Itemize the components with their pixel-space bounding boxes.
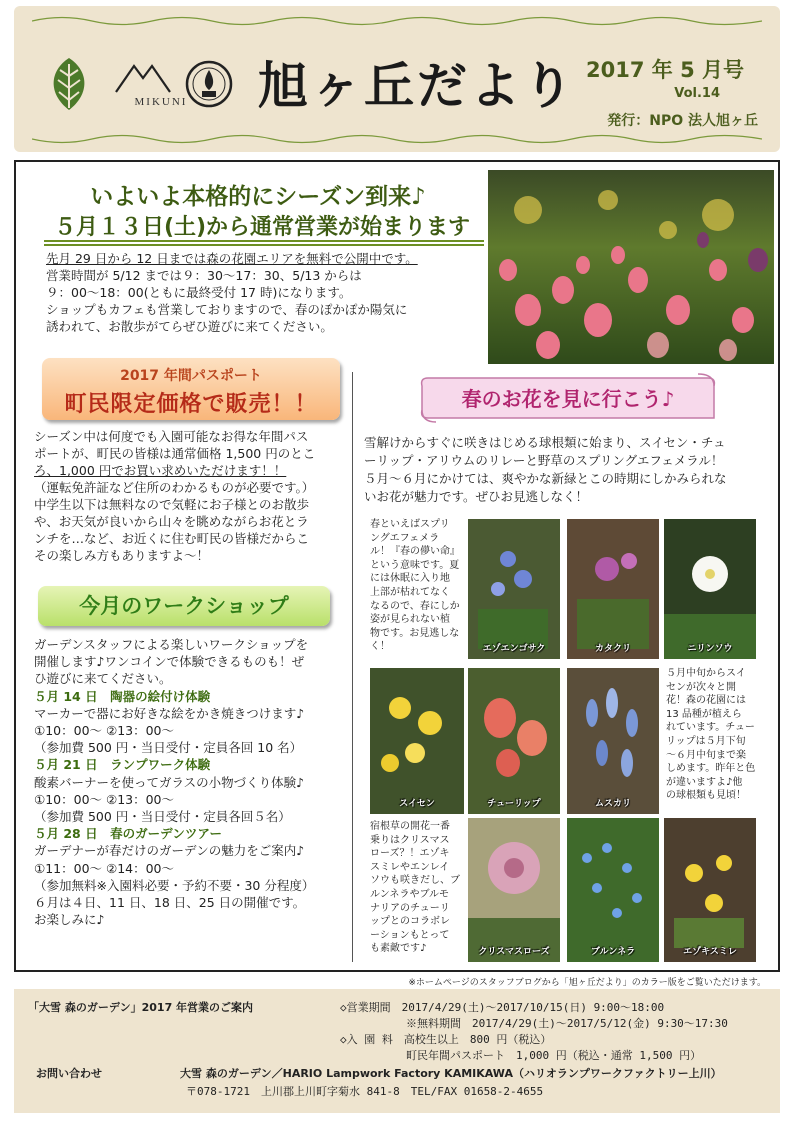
spring-scroll-banner: [418, 370, 718, 426]
caption-line: 物です。お見逃しな: [370, 627, 460, 639]
contact-label: お問い合わせ: [36, 1067, 102, 1080]
workshop-closing-line: ６月は４日、11 日、18 日、25 日の開催です。: [34, 895, 306, 911]
volume-number: Vol.14: [674, 86, 720, 101]
passport-line: シーズン中は何度でも入園可能なお得な年間パス: [34, 429, 309, 444]
passport-banner: [42, 358, 340, 420]
perennial-caption: [370, 820, 460, 956]
flower-label: ムスカリ: [594, 799, 631, 809]
workshop-closing-line: お楽しみに♪: [34, 912, 105, 928]
workshop-intro-line: 開催します♪ワンコインで体験できるものも！ぜ: [34, 654, 305, 670]
caption-line: ングエフェメラ: [370, 532, 440, 544]
workshop-event-note: （参加無料※入園料必要・予約不要・30 分程度）: [34, 877, 315, 893]
brunnera-image: [567, 818, 659, 962]
caption-line: ローズ？！エゾキ: [370, 848, 450, 860]
column-divider: [352, 372, 353, 962]
workshop-event-desc: ガーデナーが春だけのガーデンの魅力をご案内♪: [34, 843, 305, 859]
workshop-text: [34, 636, 350, 928]
publisher: 発行：NPO 法人旭ヶ丘: [607, 113, 758, 129]
newsletter-title: 旭ヶ丘だより: [258, 56, 576, 115]
lead-subheadline: ５月１３日(土)から通常営業が始まります: [53, 215, 471, 240]
passport-title: 町民限定価格で販売！！: [64, 392, 318, 417]
color-version-note: ※ホームページのスタッフブログから「旭ヶ丘だより」のカラー版をご覧いただけます。: [408, 978, 766, 988]
ephemeral-caption: [370, 518, 460, 654]
workshop-event-note: （参加費 500 円・当日受付・定員各回５名）: [34, 809, 291, 825]
flower-photo: [567, 818, 659, 962]
vine-ornament-top: [32, 14, 762, 28]
flower-label: ニリンソウ: [687, 644, 733, 654]
caption-line: が違いますよ♪他: [666, 776, 743, 788]
caption-line: 13 品種が植えら: [666, 708, 742, 720]
flower-label: チューリップ: [487, 799, 541, 809]
flower-label: スイセン: [399, 799, 435, 809]
spring-title: 春のお花を見に行こう♪: [461, 387, 675, 411]
passport-line: その楽しみ方もありますよ〜！: [34, 548, 210, 563]
passport-line: ンチを…など、お近くに住む町民の皆様だからこ: [34, 531, 310, 546]
mountain-logo-icon: [112, 58, 174, 94]
logo-text: MIKUNI: [134, 96, 188, 108]
caption-line: も素敵です♪: [370, 943, 427, 955]
workshop-event-times: ①10：00〜 ②13：00〜: [34, 723, 175, 739]
caption-line: ５月中旬からスイ: [666, 668, 746, 679]
workshop-event-desc: 酸素バーナーを使ってガラスの小物づくり体験♪: [34, 774, 305, 790]
flower-photo: [567, 668, 659, 814]
caption-line: 姿が見られない植: [370, 614, 450, 626]
lamp-emblem-icon: [184, 56, 234, 112]
admission-fee: ◇入 園 料 高校生以上 800 円（税込）: [340, 1033, 552, 1046]
workshop-event-desc: マーカーで器にお好きな絵をかき焼きつけます♪: [34, 705, 305, 721]
caption-line: センが次々と開: [666, 681, 736, 693]
caption-line: 春といえばスプリ: [370, 519, 450, 530]
flower-photo: [370, 668, 464, 814]
spring-line: ーリップ・アリウムのリレーと野草のスプリングエフェメラル！: [364, 453, 724, 468]
caption-line: ル！『春の儚い命』: [370, 546, 460, 558]
caption-line: 宿根草の開花一番: [370, 821, 450, 832]
tulip-image: [468, 668, 560, 814]
caption-line: れています。チュー: [666, 722, 755, 734]
passport-line: や、お天気が良いから山々を眺めながらお花とラ: [34, 514, 309, 529]
lead-headline: いよいよ本格的にシーズン到来♪: [90, 184, 426, 210]
business-info-footer: [14, 989, 780, 1113]
logo-group: [44, 56, 234, 112]
passport-line: ポートが、町民の皆様は通常価格 1,500 円のとこ: [34, 446, 316, 461]
lead-line: ショップもカフェも営業しておりますので、春のぽかぽか陽気に: [46, 302, 408, 317]
passport-line: 中学生以下は無料なので気軽にお子様とのお散歩: [34, 497, 310, 512]
passport-text: [34, 428, 350, 564]
anemone-image: [664, 519, 756, 659]
workshop-banner: 今月のワークショップ: [38, 586, 330, 626]
flower-label: ブルンネラ: [590, 947, 636, 957]
caption-line: ナリアのチューリ: [370, 902, 450, 914]
flower-photo: [567, 519, 659, 659]
workshop-intro-line: ガーデンスタッフによる楽しいワークショップを: [34, 637, 309, 652]
lead-line: 誘われて、お散歩がてらぜひ遊びに来てください。: [46, 319, 333, 334]
caption-line: の球根類も見頃！: [666, 790, 746, 802]
hellebore-image: [468, 818, 560, 962]
flower-label: エゾエンゴサク: [482, 644, 546, 654]
flower-photo: [468, 668, 560, 814]
workshop-event-heading: ５月 28 日 春のガーデンツアー: [34, 826, 222, 842]
narcissus-caption: [666, 667, 755, 803]
flower-photo: [664, 519, 756, 659]
katakuri-image: [567, 519, 659, 659]
caption-line: ーションもとって: [370, 929, 450, 941]
passport-subtitle: 2017 年間パスポート: [120, 368, 262, 384]
workshop-event-times: ①11：00〜 ②14：00〜: [34, 860, 175, 876]
violet-image: [664, 818, 756, 962]
caption-line: には休眠に入り地: [370, 573, 450, 585]
annual-passport-fee: 町民年間パスポート 1,000 円（税込・通常 1,500 円）: [406, 1049, 702, 1062]
muscari-image: [567, 668, 659, 814]
free-period: ※無料期間 2017/4/29(土)〜2017/5/12(金) 9:30〜17:30: [406, 1017, 728, 1030]
caption-line: 上部が枯れてなく: [370, 586, 450, 598]
business-period: ◇営業期間 2017/4/29(土)〜2017/10/15(日) 9:00〜18:00: [340, 1001, 665, 1014]
leaf-logo-icon: [44, 56, 94, 112]
headline-underline: [44, 240, 484, 246]
narcissus-image: [370, 668, 464, 814]
lead-line: ９：00〜18：00(ともに最終受付 17 時)になります。: [46, 285, 352, 300]
spring-line: いお花が魅力です。ぜひお見逃しなく！: [364, 489, 589, 504]
footer-heading: 「大雪 森のガーデン」2017 年営業のご案内: [28, 1001, 254, 1014]
corydalis-image: [468, 519, 560, 659]
caption-line: という意味です。夏: [370, 559, 460, 571]
caption-line: リップは５月下旬: [666, 735, 746, 747]
caption-line: 乗りはクリスマス: [370, 834, 450, 846]
caption-line: スミレやエンレイ: [370, 861, 450, 873]
flower-photo: [664, 818, 756, 962]
spring-line: ５月〜６月にかけては、爽やかな新緑とこの時期にしかみられな: [364, 471, 727, 486]
caption-line: 〜６月中旬まで楽: [666, 749, 746, 761]
workshop-intro-line: ひ遊びに来てください。: [34, 671, 172, 687]
flower-photo: [468, 519, 560, 659]
vine-ornament-bottom: [32, 132, 762, 146]
caption-line: く！: [370, 641, 390, 653]
newsletter-header: [14, 6, 780, 152]
lead-line: 先月 29 日から 12 日までは森の花園エリアを無料で公開中です。: [46, 251, 418, 266]
spring-line: 雪解けからすぐに咲きはじめる球根類に始まり、スイセン・チュ: [364, 435, 726, 450]
address: 〒078-1721 上川郡上川町字菊水 841-8 TEL/FAX 01658-2-4655: [186, 1085, 544, 1098]
tulip-field-photo: [488, 170, 774, 364]
passport-line: （運転免許証など住所のわかるものが必要です。）: [34, 480, 315, 495]
flower-label: カタクリ: [594, 644, 631, 654]
workshop-event-note: （参加費 500 円・当日受付・定員各回 10 名）: [34, 740, 303, 756]
caption-line: ソウも咲きだし、ブ: [370, 875, 460, 887]
caption-line: ップとのコラボレ: [370, 916, 450, 928]
lead-line: 営業時間が 5/12 までは９：30〜17：30、5/13 からは: [46, 268, 362, 283]
flower-label: クリスマスローズ: [478, 947, 550, 957]
spring-text: [364, 434, 774, 506]
lead-paragraph: [46, 250, 486, 335]
flower-photo: [468, 818, 560, 962]
flower-label: エゾキスミレ: [683, 947, 737, 957]
organization-name: 大雪 森のガーデン／HARIO Lampwork Factory KAMIKAWA（ハリオランプワークファクトリー上川）: [180, 1067, 722, 1080]
passport-line: ろ、1,000 円でお買い求めいただけます！！: [34, 463, 287, 478]
caption-line: しめます。昨年と色: [666, 763, 756, 775]
workshop-event-times: ①10：00〜 ②13：00〜: [34, 791, 175, 807]
caption-line: ルンネラやブルモ: [370, 888, 450, 900]
caption-line: 花！森の花園には: [666, 695, 746, 707]
caption-line: なるので、春にしか: [370, 600, 460, 612]
workshop-event-heading: ５月 21 日 ランプワーク体験: [34, 757, 211, 773]
workshop-event-heading: ５月 14 日 陶器の絵付け体験: [34, 688, 211, 704]
issue-date: 2017 年 5 月号: [586, 58, 744, 82]
main-content-box: [14, 160, 780, 972]
